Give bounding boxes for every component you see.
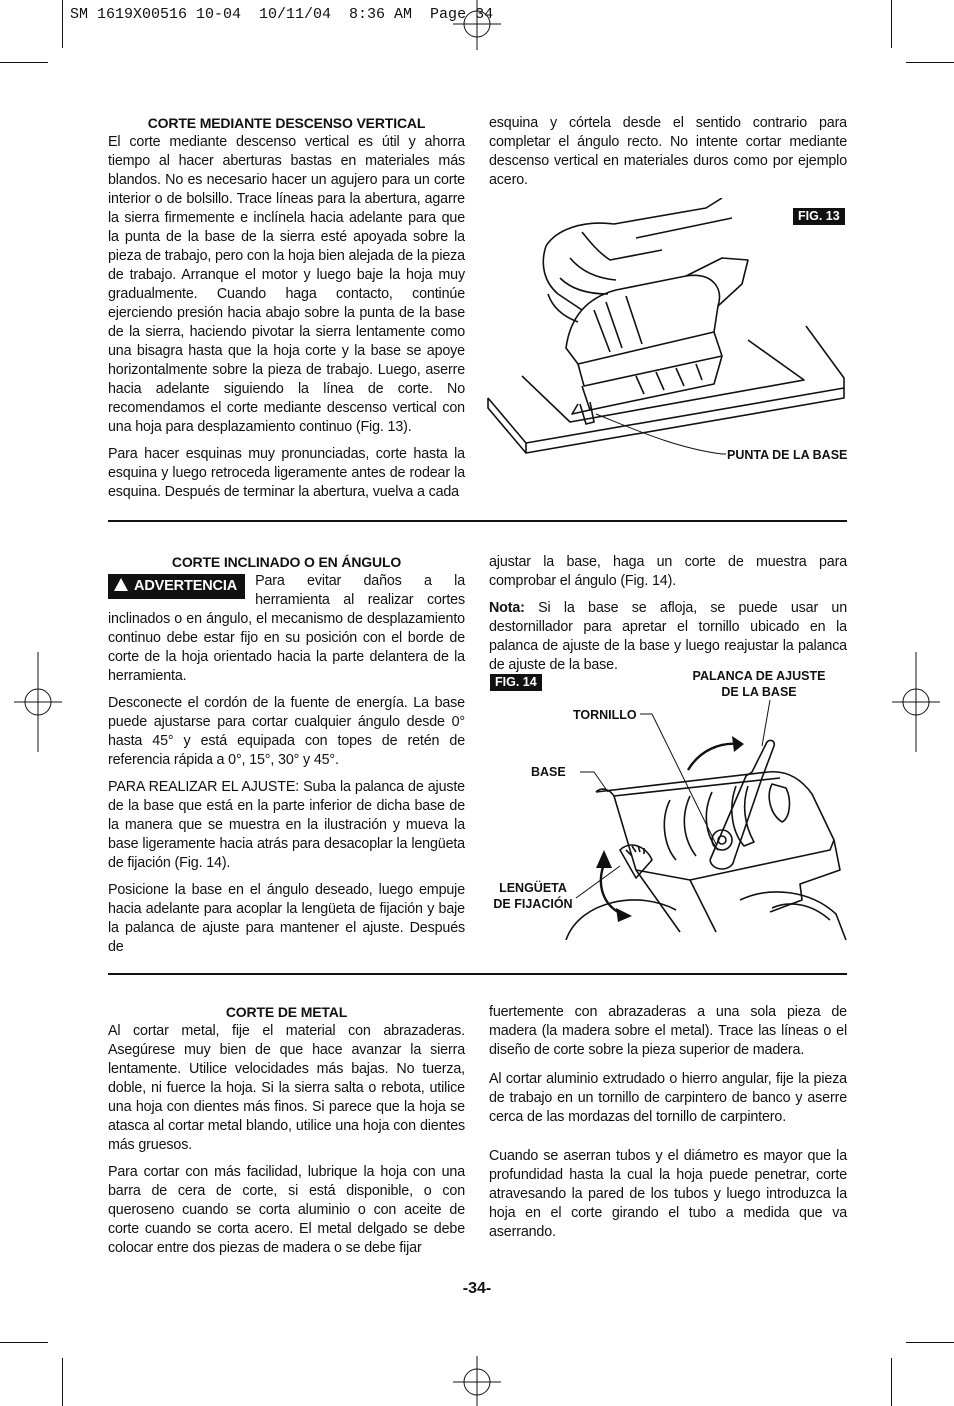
paragraph: esquina y córtela desde el sentido contrario para completar el ángulo recto. No intente cortar mediante descenso vertical en materiales duros como por ejemplo acero. bbox=[489, 115, 847, 188]
callout-line: LENGÜETA bbox=[499, 881, 567, 895]
callout-base-lever bbox=[680, 668, 838, 700]
section-heading: CORTE DE METAL bbox=[225, 1004, 348, 1020]
paragraph: PARA REALIZAR EL AJUSTE: Suba la palanca de ajuste de la base que está en la parte inferior de dicha base de la manera que se muestra en la ilustración y mueva la base ligeramente hacia atrás para desacoplar la lengüeta de fijación (Fig. 14). bbox=[108, 779, 465, 871]
section-divider bbox=[108, 973, 847, 975]
figure-label: FIG. 13 bbox=[793, 208, 845, 225]
paragraph: Para hacer esquinas muy pronunciadas, corte hasta la esquina y luego retroceda ligeramente antes de rodear la esquina. Después de terminar la abertura, vuelva a cada bbox=[108, 446, 465, 500]
section1-left-column bbox=[108, 114, 465, 510]
paragraph: Al cortar metal, fije el material con abrazaderas. Asegúrese muy bien de que hace avanzar la sierra lentamente. Utilice velocidades más bajas. No tuerza, doble, ni fuerce la hoja. Si la sierra salta o rebota, utilice una hoja con dientes más finos. Si parece que la hoja se atasca al cortar metal blando, utilice una hoja con dientes más gruesos. bbox=[108, 1023, 465, 1153]
warning-label: ADVERTENCIA bbox=[134, 578, 238, 594]
section-heading: CORTE MEDIANTE DESCENSO VERTICAL bbox=[147, 115, 426, 131]
page-number: -34- bbox=[462, 1280, 492, 1297]
callout-line: PALANCA DE AJUSTE bbox=[692, 669, 826, 683]
crop-mark bbox=[0, 62, 48, 63]
crop-mark bbox=[0, 1342, 48, 1343]
section1-right-column bbox=[489, 114, 847, 198]
print-slug: SM 1619X00516 10-04 10/11/04 8:36 AM Page 34 bbox=[70, 6, 494, 23]
section-heading: CORTE INCLINADO O EN ÁNGULO bbox=[171, 554, 402, 570]
crop-mark bbox=[891, 0, 892, 48]
registration-mark-left bbox=[14, 652, 62, 752]
warning-text: Para evitar daños a la herramienta al realizar cortes inclinados o en ángulo, el mecanismo de desplazamiento continuo debe estar fijo en su posición con el borde de corte de la hoja orientado hacia la parte delantera de la herramienta. bbox=[108, 573, 465, 684]
section2-right-column bbox=[489, 553, 847, 683]
note-label: Nota: bbox=[489, 600, 525, 616]
paragraph: El corte mediante descenso vertical es útil y ahorra tiempo al hacer aberturas bastas en materiales más blandos. No es necesario hacer un agujero para un corte interior o de bolsillo. Trace líneas para la abertura, agarre la sierra firmemente e inclínela hacia adelante para que la punta de la base de la sierra esté apoyada sobre la pieza de trabajo, pero con la hoja bien alejada de la pieza de trabajo. Arranque el motor y luego baje la hoja muy gradualmente. Cuando haga contacto, continúe ejerciendo presión hacia abajo sobre la punta de la base de la sierra, haciendo pivotar la sierra lentamente como una bisagra hasta que la hoja corte y la base se apoye horizontalmente sobre la pieza de trabajo. Luego, aserre hacia adelante siguiendo la línea de corte. No recomendamos el corte mediante descenso vertical con una hoja para desplazamiento continuo (Fig. 13). bbox=[108, 134, 465, 435]
callout-screw: TORNILLO bbox=[573, 708, 637, 722]
section-divider bbox=[108, 520, 847, 522]
crop-mark bbox=[62, 1358, 63, 1406]
callout-base: BASE bbox=[531, 765, 566, 779]
paragraph: Posicione la base en el ángulo deseado, luego empuje hacia adelante para acoplar la lengüeta de fijación y baje la palanca de ajuste para mantener el ajuste. Después de bbox=[108, 882, 465, 955]
section3-left-column bbox=[108, 1003, 465, 1266]
paragraph: ajustar la base, haga un corte de muestra para comprobar el ángulo (Fig. 14). bbox=[489, 554, 847, 589]
crop-mark bbox=[906, 62, 954, 63]
callout-line: DE FIJACIÓN bbox=[493, 897, 573, 911]
crop-mark bbox=[906, 1342, 954, 1343]
callout-line: DE LA BASE bbox=[721, 685, 797, 699]
warning-triangle-icon bbox=[114, 578, 128, 591]
section3-right-column bbox=[489, 1003, 847, 1250]
figure-label: FIG. 14 bbox=[490, 674, 542, 691]
warning-paragraph bbox=[108, 572, 465, 686]
note-paragraph bbox=[489, 599, 847, 675]
paragraph: Desconecte el cordón de la fuente de energía. La base puede ajustarse para cortar cualquier ángulo desde 0° hasta 45° y está equipada con topes de retén de referencia rápida a 0°, 15°, 30° y 45°. bbox=[108, 695, 465, 768]
callout-tip-of-base: PUNTA DE LA BASE bbox=[727, 448, 848, 462]
registration-mark-right bbox=[892, 652, 940, 752]
warning-badge bbox=[108, 574, 245, 599]
paragraph: Al cortar aluminio extrudado o hierro angular, fije la pieza de trabajo en un tornillo de carpintero de banco y aserre cerca de las mordazas del tornillo de carpintero. bbox=[489, 1071, 847, 1125]
crop-mark bbox=[891, 1358, 892, 1406]
figure-14-bevel-adjust-illustration bbox=[540, 700, 850, 940]
section2-left-column bbox=[108, 553, 465, 965]
paragraph: fuertemente con abrazaderas a una sola pieza de madera (la madera sobre el metal). Trace las líneas o el diseño de corte sobre la pieza superior de madera. bbox=[489, 1004, 847, 1058]
paragraph: Cuando se aserran tubos y el diámetro es mayor que la profundidad hasta la cual la hoja puede penetrar, corte atravesando la pared de los tubos y luego introduzca la hoja en el corte girando el tubo a medida que va aserrando. bbox=[489, 1148, 847, 1240]
crop-mark bbox=[62, 0, 63, 48]
paragraph: Para cortar con más facilidad, lubrique la hoja con una barra de cera de corte, si está disponible, o con queroseno cuando se corta aluminio o con aceite de corte cuando se corta acero. El metal delgado se debe colocar entre dos piezas de madera o se debe fijar bbox=[108, 1164, 465, 1256]
registration-mark-bottom bbox=[453, 1356, 501, 1406]
note-text: Si la base se afloja, se puede usar un destornillador para apretar el tornillo ubicado en la palanca de ajuste de la base y luego reajustar la palanca de ajuste de la base. bbox=[489, 600, 847, 673]
figure-13-plunge-cut-illustration bbox=[486, 198, 848, 460]
